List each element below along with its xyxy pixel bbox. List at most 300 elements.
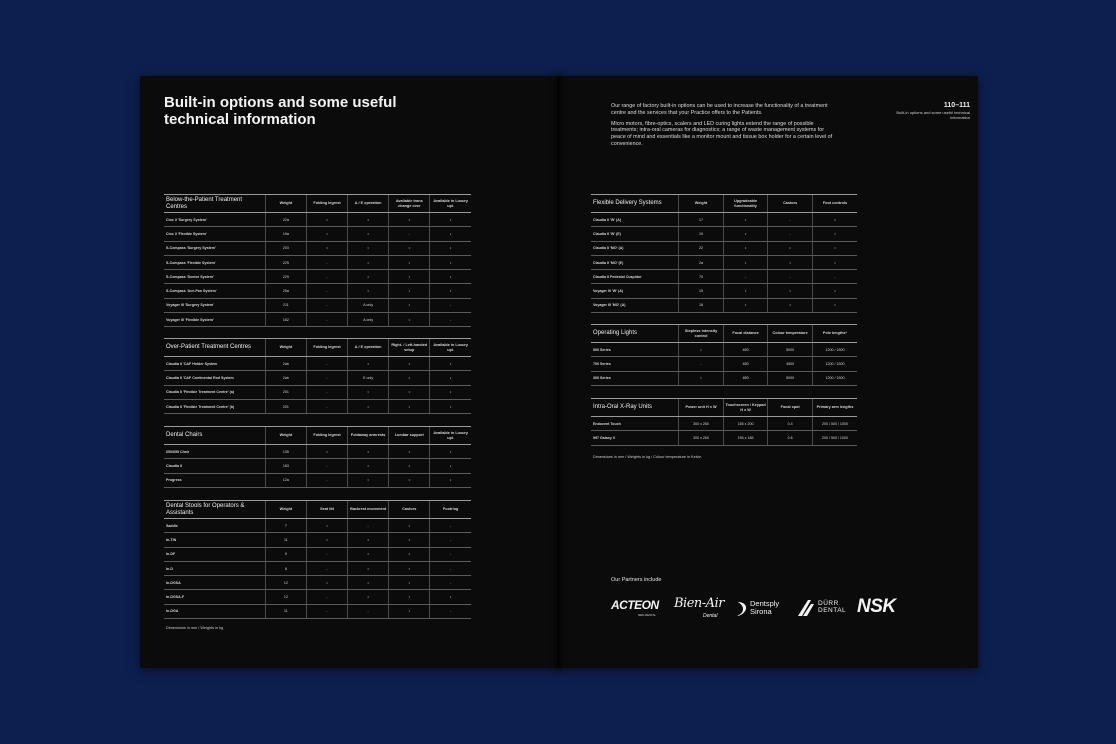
cell-value: • (306, 445, 347, 459)
cell-value: • (723, 213, 768, 227)
table-row (591, 343, 857, 357)
intro-paragraph: Micro motors, fibre-optics, scalers and LED curing lights extend the range of possible treatments; intra-oral cameras for diagnostics; a range of waste management systems for peace of mind and essentials like a monitor mount and tissue box holder for a certain level of convenience. (611, 120, 833, 147)
table-row (164, 459, 471, 473)
cell-value: 0.6 (768, 431, 813, 445)
row-label: Ciox II 'Surgery System' (164, 213, 265, 227)
table-group-title: Intra-Oral X-Ray Units (591, 399, 679, 417)
cell-value: • (430, 399, 471, 413)
column-header: Weight (265, 339, 306, 357)
cell-value: - (306, 385, 347, 399)
table-row (591, 227, 857, 241)
spec-table-over-patient (164, 338, 471, 414)
cell-value: • (812, 227, 857, 241)
cell-value: • (306, 519, 347, 533)
row-label: Voyager III 'Flexible System' (164, 313, 265, 327)
cell-value: 4500 (768, 357, 813, 371)
column-header: Foot controls (812, 195, 857, 213)
cell-value: E only (348, 371, 389, 385)
durr-dental-logo (818, 600, 846, 614)
row-label: S-Compass 'Ace-Pan System' (164, 284, 265, 298)
table-header-row (164, 195, 471, 213)
cell-value: 162 (265, 313, 306, 327)
cell-value: • (812, 241, 857, 255)
cell-value: 0.4 (768, 417, 813, 431)
cell-value: • (430, 284, 471, 298)
cell-value: • (430, 473, 471, 487)
cell-value: 225 (265, 255, 306, 269)
row-label: 300 Series (591, 371, 679, 385)
table-group-title: Over-Patient Treatment Centres (164, 339, 265, 357)
cell-value: - (306, 298, 347, 312)
cell-value: - (306, 547, 347, 561)
cell-value: • (389, 445, 430, 459)
cell-value: • (723, 227, 768, 241)
column-header: Focal spot (768, 399, 813, 417)
cell-value: 200 / 500 / 1000 (812, 431, 857, 445)
row-label: 997 Galaxy II (591, 431, 679, 445)
table-row (591, 417, 857, 431)
cell-value: • (430, 227, 471, 241)
table-header-row (591, 399, 857, 417)
cell-value: • (348, 399, 389, 413)
table-row (164, 298, 471, 312)
column-header: Castors (389, 501, 430, 519)
column-header: Weight (265, 501, 306, 519)
row-label: In-TIN (164, 533, 265, 547)
table-row (591, 241, 857, 255)
bienair-logo-sub: Dental (703, 613, 718, 619)
cell-value: • (389, 357, 430, 371)
cell-value: • (389, 590, 430, 604)
cell-value: - (306, 284, 347, 298)
dentsply-sirona-logo (750, 600, 779, 616)
cell-value: - (430, 519, 471, 533)
row-label: Claudia II 'W' (A) (591, 213, 679, 227)
row-label: Claudia II 'CAF Continental Rod System (164, 371, 265, 385)
cell-value: - (430, 547, 471, 561)
cell-value: - (430, 561, 471, 575)
cell-value: • (389, 533, 430, 547)
column-header: Power unit H x W (679, 399, 724, 417)
cell-value: 201 (265, 385, 306, 399)
cell-value: • (430, 357, 471, 371)
cell-value: • (430, 371, 471, 385)
cell-value: - (430, 576, 471, 590)
row-label: Claudia II Pedestal Cuspidor (591, 270, 679, 284)
cell-value: - (306, 459, 347, 473)
cell-value: • (348, 547, 389, 561)
column-header: Available trans change over (389, 195, 430, 213)
table-row (591, 270, 857, 284)
cell-value: - (768, 213, 813, 227)
cell-value: - (306, 371, 347, 385)
cell-value: - (430, 313, 471, 327)
column-header: Weight (265, 195, 306, 213)
cell-value: 229 (265, 270, 306, 284)
durr-line: DÜRR (818, 600, 839, 607)
cell-value: 1200 / 1500 (812, 371, 857, 385)
cell-value: • (812, 284, 857, 298)
cell-value: - (812, 270, 857, 284)
cell-value: • (768, 255, 813, 269)
cell-value: 19 (679, 227, 724, 241)
cell-value: 25a (265, 284, 306, 298)
column-header: Available in Luxury upl. (430, 339, 471, 357)
cell-value: • (306, 576, 347, 590)
column-header: Castors (768, 195, 813, 213)
cell-value: • (348, 227, 389, 241)
table-row (591, 431, 857, 445)
cell-value: • (679, 343, 724, 357)
cell-value: • (348, 561, 389, 575)
cell-value: 135 (265, 445, 306, 459)
table-row (164, 255, 471, 269)
cell-value: • (389, 313, 430, 327)
cell-value: • (389, 371, 430, 385)
row-label: In-DF (164, 547, 265, 561)
table-row (164, 519, 471, 533)
intro-text (611, 103, 836, 152)
cell-value: • (389, 473, 430, 487)
cell-value: • (389, 459, 430, 473)
cell-value: • (389, 547, 430, 561)
cell-value: - (768, 270, 813, 284)
cell-value: 5000 (768, 343, 813, 357)
cell-value: - (306, 270, 347, 284)
cell-value: • (348, 459, 389, 473)
cell-value: • (389, 298, 430, 312)
cell-value: • (430, 590, 471, 604)
cell-value: • (348, 284, 389, 298)
cell-value: • (306, 533, 347, 547)
cell-value: • (812, 298, 857, 312)
cell-value: • (348, 576, 389, 590)
spec-table-xray-units (591, 398, 857, 446)
cell-value: 18 (679, 298, 724, 312)
cell-value: 15 (679, 284, 724, 298)
cell-value: • (306, 227, 347, 241)
cell-value: 1200 / 1500 (812, 343, 857, 357)
intro-paragraph: Our range of factory built-in options can be used to increase the functionality of a treatment centre and the services that your Practice offers to the Patients. (611, 103, 828, 116)
cell-value: • (348, 357, 389, 371)
table-header-row (164, 427, 471, 445)
row-label: Progress (164, 473, 265, 487)
cell-value: 12 (265, 576, 306, 590)
table-row (591, 284, 857, 298)
cell-value: 11 (265, 533, 306, 547)
cell-value: • (306, 241, 347, 255)
row-label: 500 Series (591, 343, 679, 357)
cell-value: • (348, 241, 389, 255)
cell-value: 8 (265, 561, 306, 575)
cell-value: 201 (265, 399, 306, 413)
column-header: A / E operation (348, 195, 389, 213)
column-header: Backrest movement (348, 501, 389, 519)
row-label: Voyager III 'W' (A) (591, 284, 679, 298)
acteon-logo: ACTEON (611, 598, 659, 612)
row-label: 700 Series (591, 357, 679, 371)
row-label: Claudia II 'MO' (A) (591, 241, 679, 255)
cell-value: 155 x 200 (723, 417, 768, 431)
cell-value: • (430, 255, 471, 269)
cell-value: 22 (679, 241, 724, 255)
column-header: Primary arm lengths (812, 399, 857, 417)
row-label: Claudia II (164, 459, 265, 473)
cell-value: • (348, 533, 389, 547)
cell-value: - (723, 270, 768, 284)
spec-table-delivery-systems (591, 194, 857, 313)
cell-value: • (430, 459, 471, 473)
cell-value: • (430, 445, 471, 459)
cell-value: A only (348, 298, 389, 312)
cell-value: - (389, 227, 430, 241)
column-header: Focal distance (723, 325, 768, 343)
cell-value: • (389, 519, 430, 533)
table-row (164, 561, 471, 575)
table-row (164, 547, 471, 561)
cell-value: - (306, 255, 347, 269)
cell-value: • (723, 255, 768, 269)
cell-value: 203 (265, 241, 306, 255)
cell-value: 17 (679, 213, 724, 227)
cell-value: • (768, 298, 813, 312)
column-header: Available in Luxury upl. (430, 427, 471, 445)
cell-value: • (723, 284, 768, 298)
cell-value: • (768, 241, 813, 255)
dentsply-line: Dentsply (750, 599, 780, 608)
table-group-title: Dental Chairs (164, 427, 265, 445)
cell-value: 650 (723, 371, 768, 385)
cell-value: - (430, 533, 471, 547)
cell-value: - (430, 298, 471, 312)
page-gutter (558, 76, 559, 668)
column-header: Foldaway armrests (348, 427, 389, 445)
bienair-logo: Bien-Air (674, 596, 724, 611)
cell-value: - (768, 227, 813, 241)
table-group-title: Operating Lights (591, 325, 679, 343)
column-header: Folding legrest (306, 195, 347, 213)
column-header: Folding legrest (306, 427, 347, 445)
cell-value: • (430, 385, 471, 399)
cell-value: - (679, 357, 724, 371)
cell-value: 2ab (265, 371, 306, 385)
table-header-row (164, 339, 471, 357)
row-label: Claudia II 'MO' (E) (591, 255, 679, 269)
cell-value: • (348, 270, 389, 284)
row-label: Claudia II 'W' (E) (591, 227, 679, 241)
cell-value: • (768, 284, 813, 298)
sirona-line: Sirona (750, 606, 772, 616)
cell-value: • (430, 241, 471, 255)
cell-value: - (348, 604, 389, 618)
spec-table-dental-stools (164, 500, 471, 619)
table-row (164, 385, 471, 399)
table-header-row (591, 325, 857, 343)
nsk-logo: NSK (857, 596, 896, 617)
table-row (164, 399, 471, 413)
row-label: Claudia II 'CAF Holder System (164, 357, 265, 371)
right-footnote: Dimensions in mm / Weights in kg / Colour temperature in Kelvin (593, 455, 702, 459)
spec-table-dental-chairs (164, 426, 471, 488)
cell-value: • (430, 213, 471, 227)
column-header: Pole lengths* (812, 325, 857, 343)
cell-value: - (306, 604, 347, 618)
column-header: Footring (430, 501, 471, 519)
cell-value: • (348, 473, 389, 487)
cell-value: 19a (265, 227, 306, 241)
cell-value: 7 (265, 519, 306, 533)
row-label: In-DGSA (164, 576, 265, 590)
cell-value: • (389, 604, 430, 618)
cell-value: - (348, 519, 389, 533)
cell-value: • (389, 385, 430, 399)
row-label: Voyager III 'MO' (A) (591, 298, 679, 312)
cell-value: • (679, 371, 724, 385)
cell-value: • (389, 241, 430, 255)
cell-value: 12 (265, 590, 306, 604)
cell-value: • (389, 270, 430, 284)
table-row (164, 371, 471, 385)
cell-value: • (723, 298, 768, 312)
table-row (164, 284, 471, 298)
cell-value: • (812, 255, 857, 269)
column-header: Available in Luxury upl. (430, 195, 471, 213)
table-row (164, 445, 471, 459)
row-label: S-Compass 'Flexible System' (164, 255, 265, 269)
cell-value: 300 x 260 (679, 431, 724, 445)
cell-value: 211 (265, 298, 306, 312)
column-header: Touchscreen / Keypad H x W (723, 399, 768, 417)
cell-value: 200 / 500 / 1000 (812, 417, 857, 431)
cell-value: • (389, 576, 430, 590)
table-row (591, 357, 857, 371)
cell-value: 9 (265, 547, 306, 561)
row-label: Claudia II 'Flexible Treatment Centre' (a) (164, 385, 265, 399)
cell-value: - (306, 357, 347, 371)
table-row (164, 241, 471, 255)
column-header: Weight (679, 195, 724, 213)
cell-value: • (389, 213, 430, 227)
cell-value: 22a (265, 213, 306, 227)
table-row (591, 255, 857, 269)
table-row (164, 227, 471, 241)
table-group-title: Flexible Delivery Systems (591, 195, 679, 213)
table-row (591, 213, 857, 227)
table-header-row (591, 195, 857, 213)
cell-value: - (306, 473, 347, 487)
left-footnote: Dimensions in mm / Weights in kg (166, 626, 224, 630)
cell-value: 2a (679, 255, 724, 269)
row-label: Endocent Touch (591, 417, 679, 431)
cell-value: 155 x 185 (723, 431, 768, 445)
table-group-title: Below-the-Patient Treatment Centres (164, 195, 265, 213)
column-header: Right- / Left-handed setup (389, 339, 430, 357)
cell-value: • (306, 213, 347, 227)
cell-value: • (389, 255, 430, 269)
table-row (164, 590, 471, 604)
column-header: Seat tilt (306, 501, 347, 519)
cell-value: • (723, 241, 768, 255)
cell-value: 650 (723, 357, 768, 371)
row-label: S-Compass 'Surgery System' (164, 241, 265, 255)
partners-label: Our Partners include (611, 577, 662, 583)
cell-value: 650 (723, 343, 768, 357)
dental-line: DENTAL (818, 607, 847, 615)
table-row (164, 270, 471, 284)
column-header: Upgradeable functionality (723, 195, 768, 213)
row-label: Claudia II 'Flexible Treatment Centre' (b) (164, 399, 265, 413)
column-header: Stepless intensity control (679, 325, 724, 343)
table-row (164, 576, 471, 590)
cell-value: • (389, 284, 430, 298)
table-row (164, 213, 471, 227)
cell-value: • (389, 399, 430, 413)
cell-value: • (430, 270, 471, 284)
row-label: Ciox II 'Flexible System' (164, 227, 265, 241)
column-header: Lumbar support (389, 427, 430, 445)
cell-value: A only (348, 313, 389, 327)
column-header: Folding legrest (306, 339, 347, 357)
dentsply-sirona-icon (736, 601, 748, 622)
durr-dental-icon (797, 599, 817, 622)
cell-value: 163 (265, 459, 306, 473)
row-label: In-DGSA-F (164, 590, 265, 604)
cell-value: • (812, 213, 857, 227)
row-label: In-DGA (164, 604, 265, 618)
table-row (164, 473, 471, 487)
row-label: S-Compass 'Doctor System' (164, 270, 265, 284)
page-title: Built-in options and some useful technical information (164, 94, 397, 128)
cell-value: - (306, 561, 347, 575)
table-row (164, 533, 471, 547)
cell-value: 2ab (265, 357, 306, 371)
cell-value: 300 x 260 (679, 417, 724, 431)
table-row (591, 298, 857, 312)
table-header-row (164, 501, 471, 519)
cell-value: 1200 / 1500 (812, 357, 857, 371)
row-label: Saddle (164, 519, 265, 533)
cell-value: - (306, 590, 347, 604)
cell-value: • (389, 561, 430, 575)
page-running-title: Built-in options and some useful technical information (896, 110, 970, 120)
column-header: Colour temperature (768, 325, 813, 343)
table-row (591, 371, 857, 385)
cell-value: • (348, 213, 389, 227)
row-label: In-D (164, 561, 265, 575)
cell-value: • (348, 445, 389, 459)
spec-table-operating-lights (591, 324, 857, 386)
row-label: Voyager III 'Surgery System' (164, 298, 265, 312)
cell-value: 5000 (768, 371, 813, 385)
table-row (164, 604, 471, 618)
cell-value: 11 (265, 604, 306, 618)
cell-value: • (348, 255, 389, 269)
cell-value: 12a (265, 473, 306, 487)
column-header: A / E operation (348, 339, 389, 357)
row-label: 650/655 Chair (164, 445, 265, 459)
table-row (164, 357, 471, 371)
page-number: 110–111 (943, 102, 970, 109)
spec-table-below-patient (164, 194, 471, 327)
cell-value: • (348, 385, 389, 399)
table-group-title: Dental Stools for Operators & Assistants (164, 501, 265, 519)
cell-value: - (306, 399, 347, 413)
acteon-logo-sub: MED-DENTAL (638, 613, 656, 617)
cell-value: • (348, 590, 389, 604)
cell-value: 70 (679, 270, 724, 284)
cell-value: - (430, 604, 471, 618)
column-header: Weight (265, 427, 306, 445)
